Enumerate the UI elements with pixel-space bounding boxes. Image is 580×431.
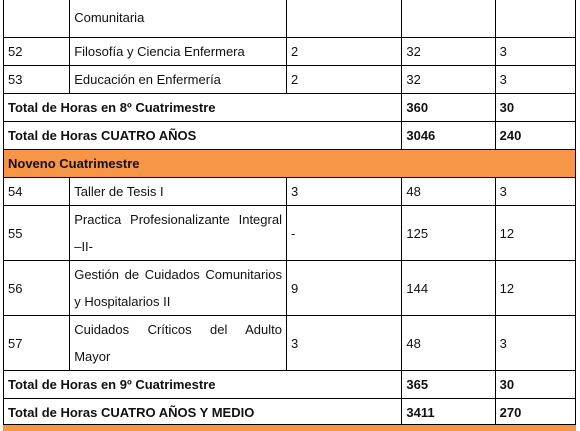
value-cell (286, 0, 401, 38)
row-number: 57 (4, 316, 70, 371)
subject-name: Filosofía y Ciencia Enfermera (70, 38, 287, 66)
total-label: Total de Horas CUATRO AÑOS (4, 122, 402, 150)
subject-cell (70, 316, 287, 371)
total-row (4, 399, 576, 427)
section-header-row (4, 150, 576, 178)
credits-value: 3 (495, 316, 575, 371)
total-row (4, 371, 576, 399)
total-label: Total de Horas en 9º Cuatrimestre (4, 371, 402, 399)
table-row (4, 316, 576, 371)
subject-name: Educación en Enfermería (70, 66, 287, 94)
total-label: Total de Horas CUATRO AÑOS Y MEDIO (4, 399, 402, 427)
hours-value: 144 (402, 261, 495, 316)
hours-value: 125 (402, 206, 495, 261)
row-number: 54 (4, 178, 70, 206)
credits-value: 3 (495, 38, 575, 66)
total-credits: 30 (495, 371, 575, 399)
table-row (4, 206, 576, 261)
column3-value: 3 (286, 316, 401, 371)
value-cell (495, 0, 575, 38)
row-number: 52 (4, 38, 70, 66)
hours-value: 32 (402, 38, 495, 66)
credits-value: 3 (495, 66, 575, 94)
table-row (4, 0, 576, 38)
total-hours: 3411 (402, 399, 495, 427)
credits-value: 12 (495, 261, 575, 316)
subject-cell (70, 206, 287, 261)
table-row (4, 178, 576, 206)
total-hours: 360 (402, 94, 495, 122)
hours-value: 48 (402, 178, 495, 206)
curriculum-table (3, 0, 576, 427)
total-row (4, 122, 576, 150)
row-number: 53 (4, 66, 70, 94)
row-number-cell (4, 0, 70, 38)
subject-line-2: Mayor (74, 349, 111, 364)
value-cell (402, 0, 495, 38)
subject-line-1: Practica Profesionalizante Integral (74, 212, 282, 227)
subject-cell (70, 0, 287, 38)
hours-value: 32 (402, 66, 495, 94)
row-number: 55 (4, 206, 70, 261)
column3-value: 2 (286, 66, 401, 94)
subject-name: Taller de Tesis I (70, 178, 287, 206)
column3-value: - (286, 206, 401, 261)
subject-name: Comunitaria (74, 10, 145, 25)
row-number: 56 (4, 261, 70, 316)
column3-value: 9 (286, 261, 401, 316)
total-row (4, 94, 576, 122)
credits-value: 3 (495, 178, 575, 206)
credits-value: 12 (495, 206, 575, 261)
total-credits: 270 (495, 399, 575, 427)
total-credits: 30 (495, 94, 575, 122)
table-row (4, 38, 576, 66)
column3-value: 2 (286, 38, 401, 66)
total-label: Total de Horas en 8º Cuatrimestre (4, 94, 402, 122)
table-row (4, 261, 576, 316)
total-hours: 3046 (402, 122, 495, 150)
subject-line-1: Gestión de Cuidados Comunitarios (74, 267, 282, 282)
total-credits: 240 (495, 122, 575, 150)
table-row (4, 66, 576, 94)
subject-line-2: y Hospitalarios II (74, 294, 171, 309)
total-hours: 365 (402, 371, 495, 399)
hours-value: 48 (402, 316, 495, 371)
subject-line-2: –II- (74, 239, 94, 254)
subject-line-1: Cuidados Críticos del Adulto (74, 322, 282, 337)
subject-cell (70, 261, 287, 316)
section-title: Noveno Cuatrimestre (4, 150, 576, 178)
column3-value: 3 (286, 178, 401, 206)
